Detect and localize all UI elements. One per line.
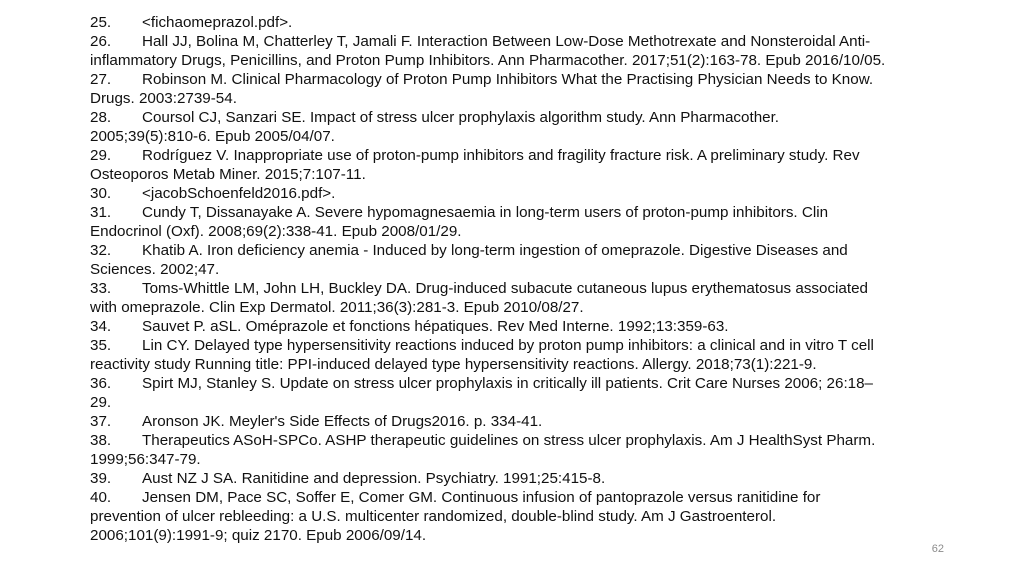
- reference-number: 40.: [90, 489, 112, 506]
- reference-text: Aronson JK. Meyler's Side Effects of Drugs2016. p. 334-41.: [142, 413, 543, 430]
- reference-number: 32.: [90, 242, 112, 259]
- reference-text: Toms-Whittle LM, John LH, Buckley DA. Drug-induced subacute cutaneous lupus erythematosus associated with omeprazole. Clin Exp Dermatol. 2011;36(3):281-3. Epub 2010/08/27.: [90, 280, 868, 316]
- reference-number: 33.: [90, 280, 112, 297]
- reference-item: [90, 70, 890, 108]
- reference-text: Aust NZ J SA. Ranitidine and depression. Psychiatry. 1991;25:415-8.: [142, 470, 606, 487]
- reference-text: Lin CY. Delayed type hypersensitivity reactions induced by proton pump inhibitors: a clinical and in vitro T cell reactivity study Running title: PPI-induced delayed type hypersensitivity reactions. Allergy. 2018;73(1):221-9.: [90, 337, 874, 373]
- reference-number: 31.: [90, 204, 112, 221]
- reference-item: [90, 32, 890, 70]
- reference-text: <jacobSchoenfeld2016.pdf>.: [142, 185, 336, 202]
- reference-list: [90, 13, 890, 545]
- reference-item: [90, 488, 890, 545]
- reference-text: Coursol CJ, Sanzari SE. Impact of stress ulcer prophylaxis algorithm study. Ann Pharmacother. 2005;39(5):810-6. Epub 2005/04/07.: [90, 109, 780, 145]
- reference-item: [90, 146, 890, 184]
- reference-number: 26.: [90, 33, 112, 50]
- reference-number: 25.: [90, 14, 112, 31]
- reference-text: Robinson M. Clinical Pharmacology of Proton Pump Inhibitors What the Practising Physician Needs to Know. Drugs. 2003:2739-54.: [90, 71, 874, 107]
- reference-item: [90, 336, 890, 374]
- reference-item: [90, 431, 890, 469]
- reference-item: [90, 279, 890, 317]
- reference-text: Sauvet P. aSL. Oméprazole et fonctions hépatiques. Rev Med Interne. 1992;13:359-63.: [142, 318, 729, 335]
- reference-number: 30.: [90, 185, 112, 202]
- reference-number: 36.: [90, 375, 112, 392]
- reference-text: Therapeutics ASoH-SPCo. ASHP therapeutic guidelines on stress ulcer prophylaxis. Am J HealthSyst Pharm. 1999;56:347-79.: [90, 432, 876, 468]
- reference-text: Jensen DM, Pace SC, Soffer E, Comer GM. Continuous infusion of pantoprazole versus ranitidine for prevention of ulcer rebleeding: a U.S. multicenter randomized, double-blind study. Am J Gastroenterol. 2006;101(9):1991-9; quiz 2170. Epub 2006/09/14.: [90, 489, 821, 544]
- reference-text: Khatib A. Iron deficiency anemia - Induced by long-term ingestion of omeprazole. Digestive Diseases and Sciences. 2002;47.: [90, 242, 848, 278]
- reference-item: [90, 412, 890, 431]
- reference-number: 34.: [90, 318, 112, 335]
- reference-item: [90, 108, 890, 146]
- reference-item: [90, 203, 890, 241]
- reference-text: Spirt MJ, Stanley S. Update on stress ulcer prophylaxis in critically ill patients. Crit Care Nurses 2006; 26:18–29.: [90, 375, 874, 411]
- reference-number: 37.: [90, 413, 112, 430]
- reference-text: <fichaomeprazol.pdf>.: [142, 14, 293, 31]
- reference-item: [90, 317, 890, 336]
- reference-number: 39.: [90, 470, 112, 487]
- reference-text: Hall JJ, Bolina M, Chatterley T, Jamali F. Interaction Between Low-Dose Methotrexate and Nonsteroidal Anti-inflammatory Drugs, Penicillins, and Proton Pump Inhibitors. Ann Pharmacother. 2017;51(2):163-78. Epub 2016/10/05.: [90, 33, 886, 69]
- page-number: 62: [931, 543, 944, 555]
- reference-item: [90, 374, 890, 412]
- reference-item: [90, 184, 890, 203]
- reference-number: 35.: [90, 337, 112, 354]
- reference-number: 27.: [90, 71, 112, 88]
- reference-item: [90, 241, 890, 279]
- reference-number: 38.: [90, 432, 112, 449]
- reference-number: 29.: [90, 147, 112, 164]
- reference-text: Rodríguez V. Inappropriate use of proton-pump inhibitors and fragility fracture risk. A preliminary study. Rev Osteoporos Metab Miner. 2015;7:107-11.: [90, 147, 860, 183]
- reference-text: Cundy T, Dissanayake A. Severe hypomagnesaemia in long-term users of proton-pump inhibitors. Clin Endocrinol (Oxf). 2008;69(2):338-41. Epub 2008/01/29.: [90, 204, 829, 240]
- reference-item: [90, 469, 890, 488]
- reference-item: [90, 13, 890, 32]
- reference-number: 28.: [90, 109, 112, 126]
